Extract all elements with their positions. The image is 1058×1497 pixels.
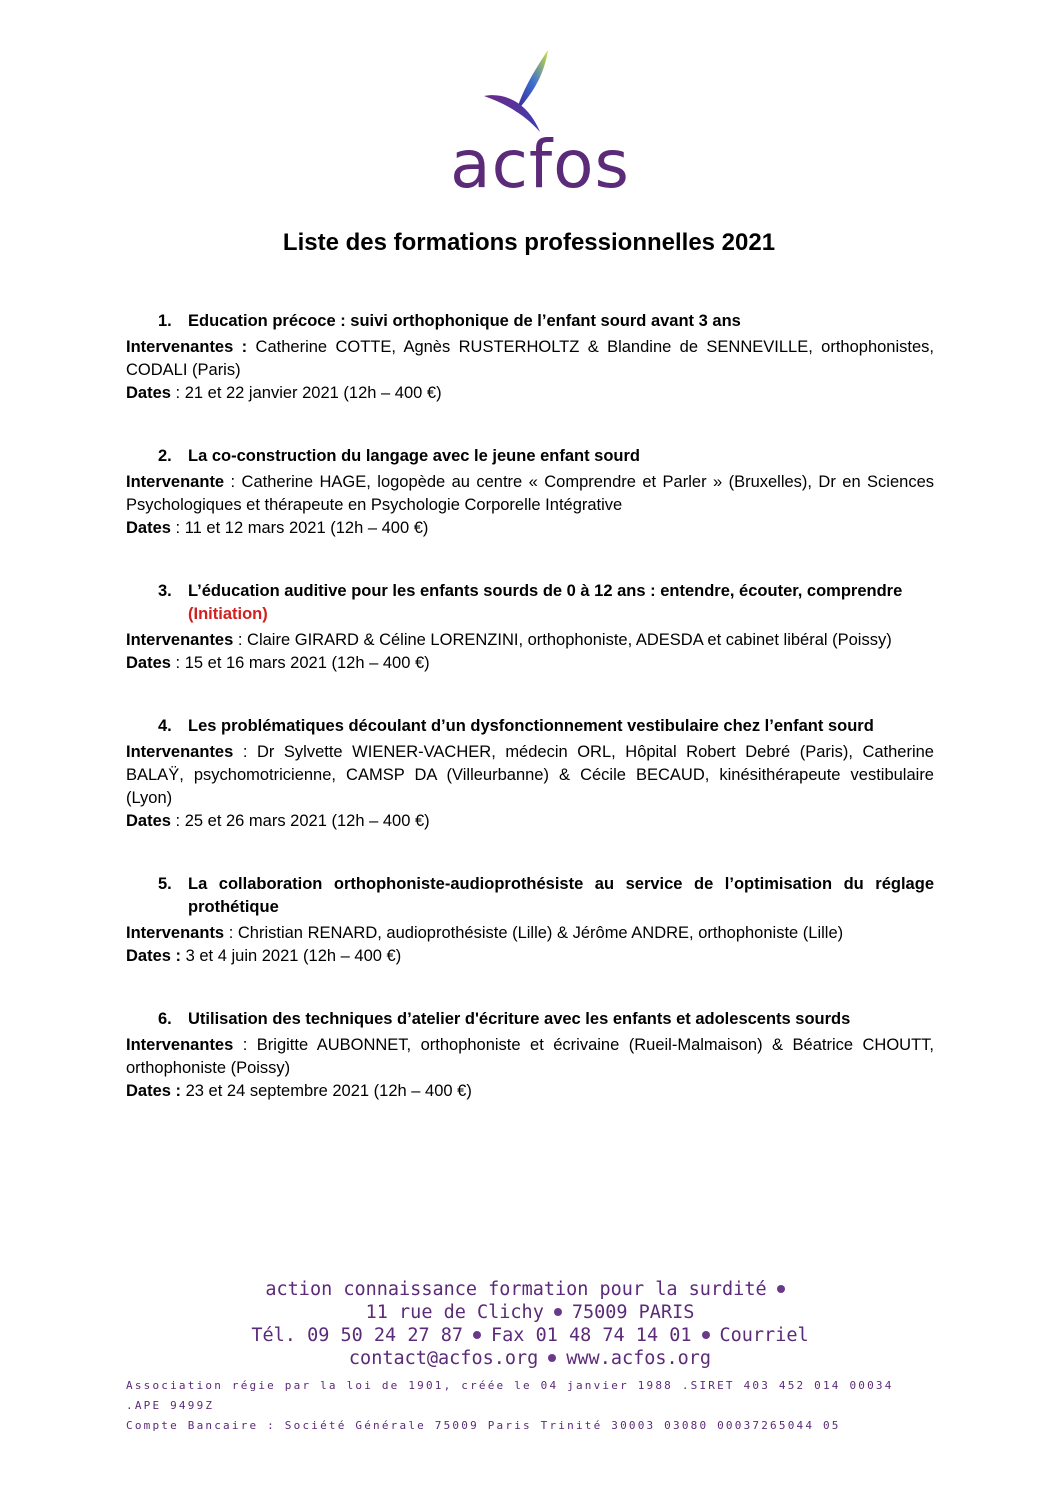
session-item xyxy=(126,445,934,540)
acfos-logo xyxy=(420,40,660,210)
speakers-text: : Christian RENARD, audioprothésiste (Lille) & Jérôme ANDRE, orthophoniste (Lille) xyxy=(224,924,844,942)
session-title: Education précoce : suivi orthophonique de l’enfant sourd avant 3 ans xyxy=(188,312,741,330)
bullet-dot-icon xyxy=(473,1331,481,1339)
dates-text: : 25 et 26 mars 2021 (12h – 400 €) xyxy=(170,812,430,830)
session-speakers xyxy=(126,741,934,810)
speakers-text: : Claire GIRARD & Céline LORENZINI, orthophoniste, ADESDA et cabinet libéral (Poissy) xyxy=(233,631,892,649)
footer-bank: Compte Bancaire : Société Générale 75009 Paris Trinité 30003 03080 00037265044 05 xyxy=(126,1419,841,1432)
session-speakers xyxy=(126,629,934,652)
letterhead-footer xyxy=(126,1278,934,1436)
footer-email[interactable]: contact@acfos.org xyxy=(348,1348,539,1369)
logo-swoosh-icon xyxy=(420,40,660,140)
bullet-dot-icon xyxy=(702,1331,710,1339)
dates-label: Dates xyxy=(126,654,171,672)
bullet-dot-icon xyxy=(554,1308,562,1316)
speakers-text: : Brigitte AUBONNET, orthophoniste et écrivaine (Rueil-Malmaison) & Béatrice CHOUTT, orthophoniste (Poissy) xyxy=(126,1036,934,1077)
page-title: Liste des formations professionnelles 2021 xyxy=(282,229,776,256)
bullet-dot-icon xyxy=(548,1354,556,1362)
session-speakers xyxy=(126,336,934,382)
session-item xyxy=(126,1008,934,1103)
speakers-label: Intervenantes xyxy=(126,1036,234,1054)
session-heading xyxy=(126,873,934,919)
session-speakers xyxy=(126,1034,934,1080)
footer-address-line xyxy=(126,1301,934,1324)
session-item xyxy=(126,873,934,968)
speakers-text: : Catherine HAGE, logopède au centre « Comprendre et Parler » (Bruxelles), Dr en Sciences Psychologiques et thérapeute en Psychologie Corporelle Intégrative xyxy=(126,473,934,514)
speakers-label: Intervenante xyxy=(126,473,225,491)
dates-text: : 21 et 22 janvier 2021 (12h – 400 €) xyxy=(170,384,442,402)
session-speakers xyxy=(126,471,934,517)
footer-street: 11 rue de Clichy xyxy=(365,1302,544,1323)
session-number: 4. xyxy=(158,717,172,735)
dates-label: Dates xyxy=(126,384,171,402)
session-heading xyxy=(126,715,934,738)
session-heading xyxy=(126,580,934,626)
footer-tagline: action connaissance formation pour la surdité xyxy=(265,1279,767,1300)
footer-city: 75009 PARIS xyxy=(571,1302,695,1323)
session-number: 2. xyxy=(158,447,172,465)
dates-text: 3 et 4 juin 2021 (12h – 400 €) xyxy=(181,947,402,965)
footer-tagline-line xyxy=(126,1278,934,1301)
session-heading xyxy=(126,1008,934,1031)
session-item xyxy=(126,580,934,675)
speakers-label: Intervenantes : xyxy=(126,338,248,356)
dates-label: Dates xyxy=(126,519,171,537)
dates-text: 23 et 24 septembre 2021 (12h – 400 €) xyxy=(181,1082,472,1100)
footer-legal: Association régie par la loi de 1901, créée le 04 janvier 1988 .SIRET 403 452 014 00034 .APE 9499Z xyxy=(126,1379,894,1412)
footer-website[interactable]: www.acfos.org xyxy=(566,1348,712,1369)
session-number: 6. xyxy=(158,1010,172,1028)
session-dates xyxy=(126,382,934,405)
speakers-label: Intervenantes xyxy=(126,743,234,761)
session-title: La co-construction du langage avec le jeune enfant sourd xyxy=(188,447,641,465)
session-list xyxy=(126,310,934,1103)
speakers-text: Catherine COTTE, Agnès RUSTERHOLTZ & Blandine de SENNEVILLE, orthophonistes, CODALI (Paris) xyxy=(126,338,934,379)
dates-label: Dates : xyxy=(126,1082,182,1100)
logo-wordmark: acfos xyxy=(450,126,630,203)
session-level-tag: (Initiation) xyxy=(188,605,268,623)
session-dates xyxy=(126,1080,934,1103)
session-title: Les problématiques découlant d’un dysfonctionnement vestibulaire chez l’enfant sourd xyxy=(188,717,874,735)
session-item xyxy=(126,310,934,405)
dates-label: Dates xyxy=(126,812,171,830)
footer-contact-line xyxy=(126,1324,934,1347)
bullet-dot-icon xyxy=(777,1285,785,1293)
footer-mail-label: Courriel xyxy=(719,1325,809,1346)
speakers-label: Intervenants xyxy=(126,924,225,942)
session-number: 3. xyxy=(158,582,172,600)
session-dates xyxy=(126,517,934,540)
speakers-label: Intervenantes xyxy=(126,631,234,649)
footer-phone: Tél. 09 50 24 27 87 xyxy=(251,1325,464,1346)
dates-text: : 15 et 16 mars 2021 (12h – 400 €) xyxy=(170,654,430,672)
dates-text: : 11 et 12 mars 2021 (12h – 400 €) xyxy=(170,519,429,537)
footer-fax: Fax 01 48 74 14 01 xyxy=(491,1325,692,1346)
footer-web-line xyxy=(126,1347,934,1370)
speakers-text: : Dr Sylvette WIENER-VACHER, médecin ORL, Hôpital Robert Debré (Paris), Catherine BALAŸ, psychomotricienne, CAMSP DA (Villeurbanne) & Cécile BECAUD, kinésithérapeute vestibulaire (Lyon) xyxy=(126,743,934,807)
session-number: 5. xyxy=(158,875,172,893)
session-number: 1. xyxy=(158,312,172,330)
session-title: La collaboration orthophoniste-audioprothésiste au service de l’optimisation du réglage prothétique xyxy=(188,875,934,916)
session-dates xyxy=(126,810,934,833)
session-title: L’éducation auditive pour les enfants sourds de 0 à 12 ans : entendre, écouter, comprendre xyxy=(188,582,903,600)
dates-label: Dates : xyxy=(126,947,182,965)
session-speakers xyxy=(126,922,934,945)
session-heading xyxy=(126,445,934,468)
session-item xyxy=(126,715,934,833)
session-title: Utilisation des techniques d’atelier d'écriture avec les enfants et adolescents sourds xyxy=(188,1010,851,1028)
session-dates xyxy=(126,945,934,968)
session-heading xyxy=(126,310,934,333)
session-dates xyxy=(126,652,934,675)
